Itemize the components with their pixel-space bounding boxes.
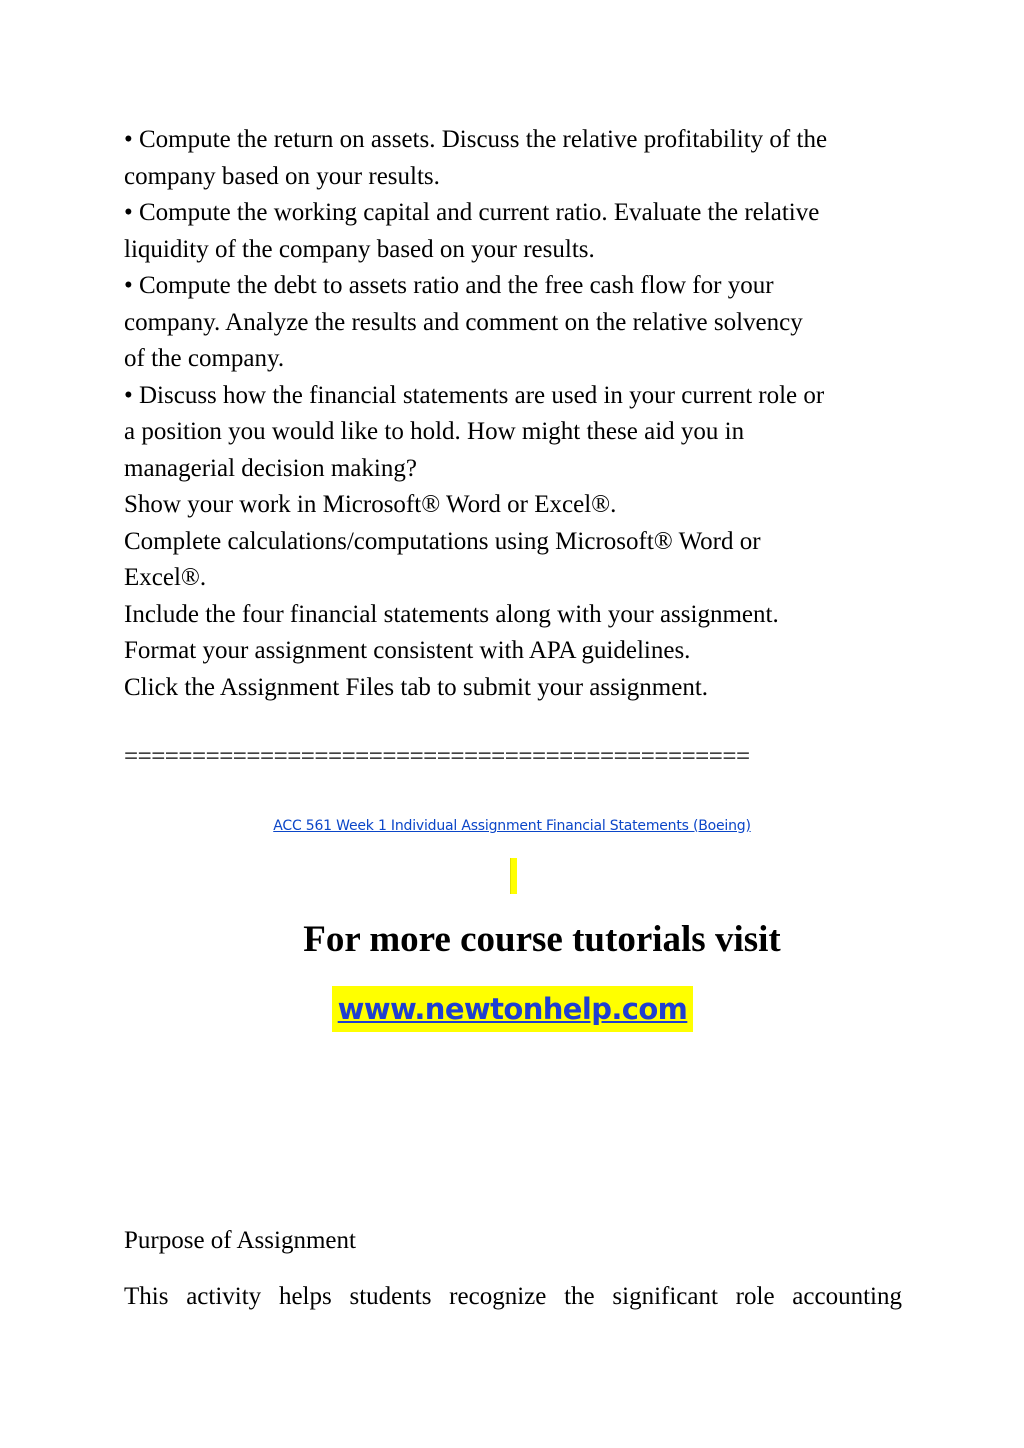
instruction-line: managerial decision making? bbox=[124, 454, 417, 482]
instruction-line: • Compute the working capital and current ratio. Evaluate the relative bbox=[124, 199, 820, 226]
purpose-heading: Purpose of Assignment bbox=[124, 1227, 356, 1254]
course-assignment-link[interactable]: ACC 561 Week 1 Individual Assignment Financial Statements (Boeing) bbox=[273, 818, 751, 834]
instruction-line: • Discuss how the financial statements are used in your current role or bbox=[124, 381, 825, 409]
website-link[interactable]: www.newtonhelp.com bbox=[332, 986, 693, 1032]
instruction-line: Format your assignment consistent with APA guidelines. bbox=[124, 637, 691, 664]
instruction-line: Include the four financial statements along with your assignment. bbox=[124, 600, 779, 628]
instruction-line: company. Analyze the results and comment on the relative solvency bbox=[124, 308, 803, 336]
instruction-line: liquidity of the company based on your results. bbox=[124, 235, 595, 263]
instruction-line: Click the Assignment Files tab to submit your assignment. bbox=[124, 673, 709, 701]
instruction-line: • Compute the debt to assets ratio and the free cash flow for your bbox=[124, 272, 774, 299]
promo-heading: For more course tutorials visit bbox=[303, 919, 781, 960]
instruction-line: Excel®. bbox=[124, 564, 207, 591]
instruction-line: Show your work in Microsoft® Word or Excel®. bbox=[124, 491, 617, 518]
instruction-line: company based on your results. bbox=[124, 162, 440, 190]
instruction-line: Complete calculations/computations using Microsoft® Word or bbox=[124, 527, 761, 555]
instruction-line: of the company. bbox=[124, 345, 285, 372]
section-separator: ============================================== bbox=[124, 743, 750, 770]
highlight-cursor-mark bbox=[510, 858, 517, 894]
instruction-line: • Compute the return on assets. Discuss the relative profitability of the bbox=[124, 126, 828, 153]
instructions-block bbox=[124, 122, 914, 706]
instruction-line: a position you would like to hold. How might these aid you in bbox=[124, 418, 745, 445]
purpose-paragraph: This activity helps students recognize the significant role accounting bbox=[124, 1283, 902, 1310]
